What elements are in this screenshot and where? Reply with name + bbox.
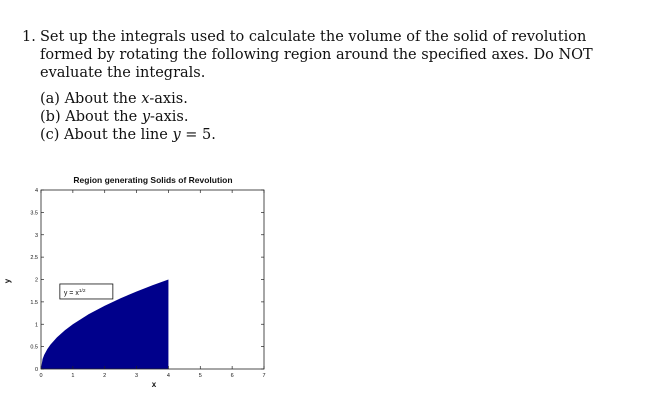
x-tick-label: 2: [103, 373, 107, 379]
x-tick-label: 5: [198, 373, 202, 379]
problem-1: [22, 28, 637, 82]
part-c-var: y: [172, 127, 181, 143]
x-tick-label: 1: [71, 373, 75, 379]
problem-parts: [40, 90, 216, 144]
part-a-text-post: -axis.: [149, 91, 188, 107]
x-tick-label: 4: [166, 373, 170, 379]
y-tick-label: 0.5: [30, 344, 38, 351]
part-c-label: (c): [40, 127, 60, 143]
x-tick-label: 3: [135, 373, 139, 379]
problem-statement: Set up the integrals used to calculate the volume of the solid of revolution formed by rotating the following region around the specified axes. Do NOT evaluate the integrals.: [40, 29, 593, 81]
x-tick-label: 7: [262, 373, 266, 379]
y-tick-label: 1.5: [30, 299, 38, 306]
chart-title: Region generating Solids of Revolution: [73, 175, 233, 185]
x-axis-label: x: [151, 380, 157, 389]
region-plot: [0, 170, 300, 392]
y-tick-label: 1: [34, 322, 38, 329]
part-c-text-post: = 5.: [180, 127, 216, 143]
y-axis-label: y: [3, 278, 12, 284]
part-c-text-pre: About the line: [64, 127, 173, 143]
y-tick-label: 2: [34, 277, 38, 284]
part-b-text-pre: About the: [65, 109, 142, 125]
part-b-label: (b): [40, 109, 61, 125]
part-a-label: (a): [40, 91, 60, 107]
y-tick-label: 3: [34, 232, 38, 239]
y-tick-label: 4: [34, 188, 38, 194]
part-b-text-post: -axis.: [150, 109, 189, 125]
problem-number: 1.: [22, 29, 36, 45]
part-b-var: y: [141, 109, 151, 125]
part-a: [40, 90, 216, 108]
x-tick-label: 0: [39, 373, 43, 379]
y-tick-label: 3.5: [30, 210, 38, 217]
curve-annotation: [60, 284, 113, 299]
part-c: [40, 126, 216, 144]
y-tick-label: 0: [34, 367, 38, 373]
annotation-exponent: 1/2: [78, 288, 86, 294]
part-a-text-pre: About the: [64, 91, 142, 107]
part-a-var: x: [141, 91, 150, 107]
part-b: [40, 108, 216, 126]
x-tick-label: 6: [230, 373, 234, 379]
annotation-base: y = x: [63, 289, 79, 297]
y-tick-label: 2.5: [30, 255, 38, 262]
